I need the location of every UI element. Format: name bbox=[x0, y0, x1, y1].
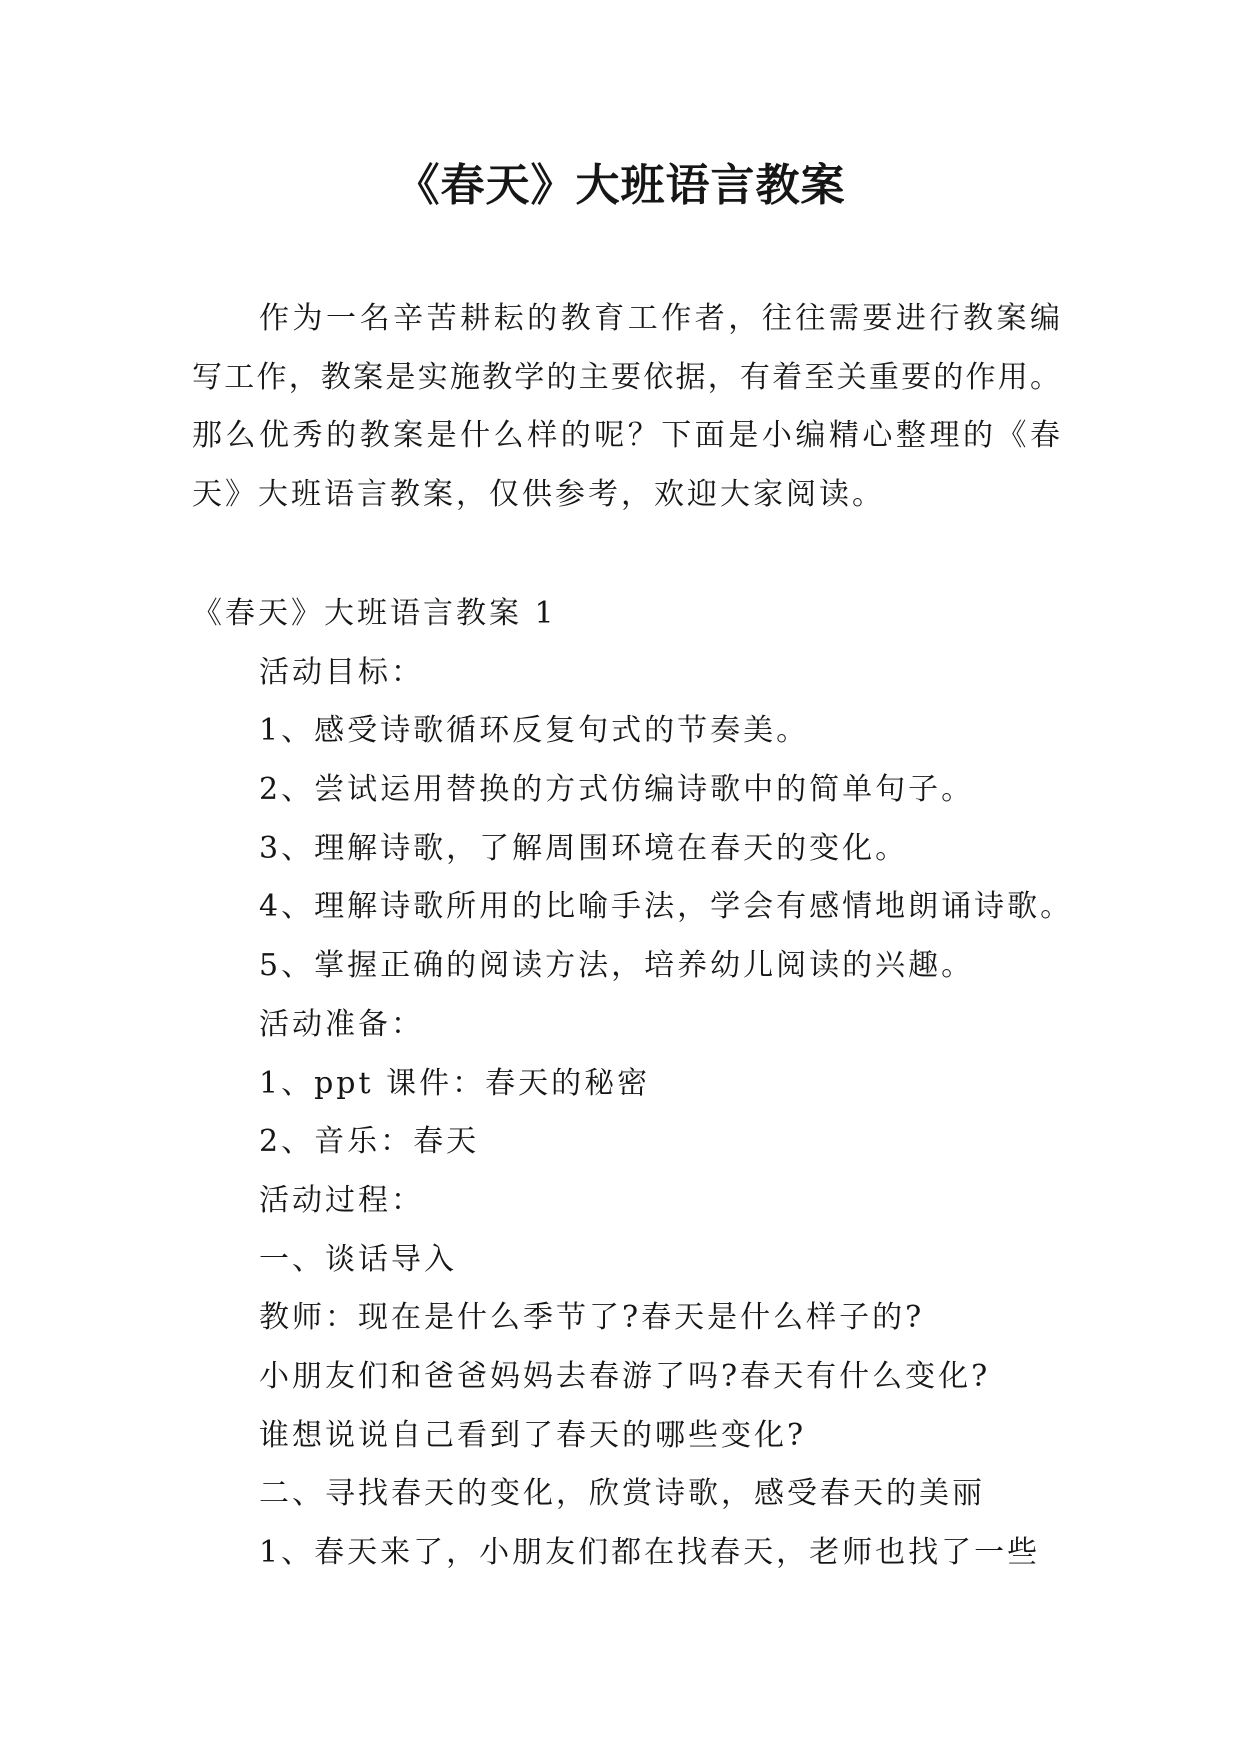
intro-line: 写工作，教案是实施教学的主要依据，有着至关重要的作用。 bbox=[192, 359, 1060, 395]
intro-paragraph bbox=[192, 290, 1092, 525]
section-line: 小朋友们和爸爸妈妈去春游了吗?春天有什么变化? bbox=[259, 1358, 991, 1394]
section-line: 2、尝试运用替换的方式仿编诗歌中的简单句子。 bbox=[259, 772, 975, 808]
section-line: 活动准备： bbox=[259, 1006, 424, 1042]
lesson-plan-section bbox=[192, 585, 1092, 1583]
intro-line: 作为一名辛苦耕耘的教育工作者，往往需要进行教案编 bbox=[259, 301, 1060, 336]
section-line: 1、感受诗歌循环反复句式的节奏美。 bbox=[259, 713, 810, 749]
section-line: 1、ppt 课件：春天的秘密 bbox=[259, 1065, 651, 1101]
intro-line: 天》大班语言教案，仅供参考，欢迎大家阅读。 bbox=[192, 477, 885, 513]
section-line: 一、谈话导入 bbox=[259, 1241, 457, 1277]
intro-line: 那么优秀的教案是什么样的呢？下面是小编精心整理的《春 bbox=[192, 418, 1060, 454]
section-line: 2、音乐：春天 bbox=[259, 1124, 480, 1160]
section-line: 5、掌握正确的阅读方法，培养幼儿阅读的兴趣。 bbox=[259, 948, 975, 984]
section-line: 活动过程： bbox=[259, 1182, 424, 1218]
section-line: 谁想说说自己看到了春天的哪些变化? bbox=[259, 1417, 807, 1453]
section-line: 教师：现在是什么季节了?春天是什么样子的? bbox=[259, 1300, 925, 1336]
section-line: 3、理解诗歌，了解周围环境在春天的变化。 bbox=[259, 830, 909, 866]
section-line: 1、春天来了，小朋友们都在找春天，老师也找了一些 bbox=[259, 1535, 1041, 1570]
section-line: 二、寻找春天的变化，欣赏诗歌，感受春天的美丽 bbox=[259, 1476, 985, 1512]
section-heading: 《春天》大班语言教案 1 bbox=[192, 596, 557, 631]
section-line: 4、理解诗歌所用的比喻手法，学会有感情地朗诵诗歌。 bbox=[259, 889, 1074, 925]
section-line: 活动目标： bbox=[259, 654, 424, 690]
page-title: 《春天》大班语言教案 bbox=[395, 160, 846, 211]
